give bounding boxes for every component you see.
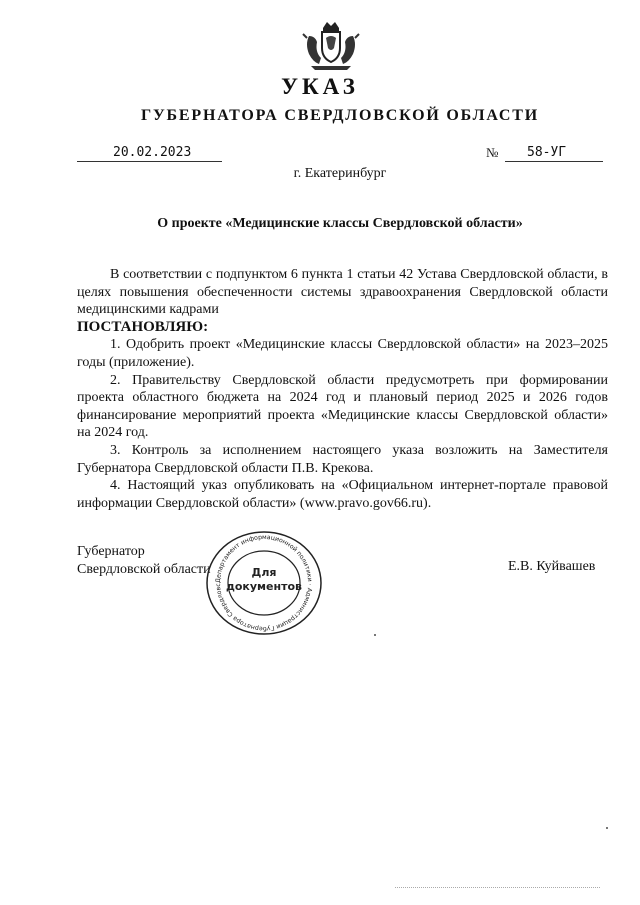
signatory-position-line2: Свердловской области: [77, 562, 211, 577]
document-number: 58-УГ: [527, 145, 567, 160]
decree-item-3: 3. Контроль за исполнением настоящего указа возложить на Заместителя Губернатора Свердловской области П.В. Крекова.: [77, 442, 608, 476]
stamp-ring-text: Департамент информационной политики · Администрации Губернатора Свердловс: [214, 533, 314, 633]
scan-artifact-line: [395, 887, 600, 888]
document-date: 20.02.2023: [113, 145, 192, 160]
decree-word: ПОСТАНОВЛЯЮ:: [77, 318, 209, 335]
scan-artifact-dot: [606, 827, 608, 829]
issue-city: г. Екатеринбург: [293, 166, 387, 181]
coat-of-arms-emblem: [301, 18, 361, 74]
signatory-position-line1: Губернатор: [77, 544, 145, 559]
decree-item-2: 2. Правительству Свердловской области предусмотреть при формировании проекта областного бюджета на 2024 год и плановый период 2025 и 2026 годов финансирование мероприятий проекта «Медицинские классы Свердловской области» на 2024 год.: [77, 372, 608, 441]
issuer-subtitle: ГУБЕРНАТОРА СВЕРДЛОВСКОЙ ОБЛАСТИ: [141, 107, 539, 124]
signatory-name: Е.В. Куйвашев: [508, 559, 596, 574]
signatory-position: [77, 543, 211, 579]
decree-item-1: 1. Одобрить проект «Медицинские классы Свердловской области» на 2023–2025 годы (приложение).: [77, 337, 608, 370]
scan-artifact-dot: [374, 634, 376, 636]
stamp-center-line2: документов: [225, 580, 303, 593]
document-body: [77, 266, 608, 512]
date-field: [77, 143, 222, 162]
number-field: [505, 143, 603, 162]
decree-item-4: 4. Настоящий указ опубликовать на «Официальном интернет-портале правовой информации Свердловской области» (www.pravo.gov66.ru).: [77, 478, 608, 511]
number-label: №: [486, 145, 499, 160]
sverdlovsk-coat-of-arms-icon: [301, 18, 361, 74]
document-heading: О проекте «Медицинские классы Свердловской области»: [157, 216, 523, 231]
stamp-center-line1: Для: [251, 566, 277, 579]
official-stamp: [203, 529, 325, 637]
preamble-paragraph: В соответствии с подпунктом 6 пункта 1 статьи 42 Устава Свердловской области, в целях повышения обеспеченности системы здравоохранения Свердловской области медицинскими кадрами: [77, 267, 608, 318]
document-type-title: УКАЗ: [281, 74, 359, 99]
